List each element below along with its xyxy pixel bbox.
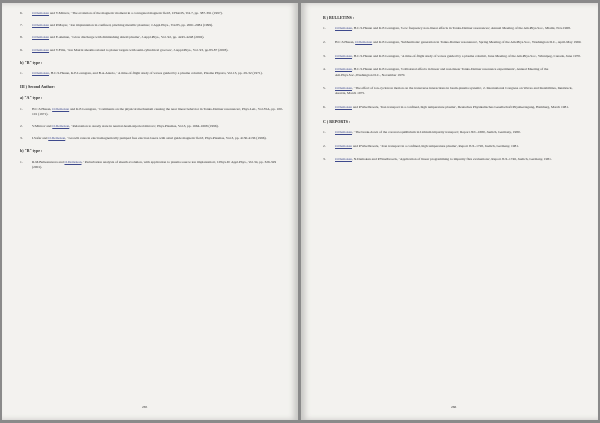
entry-coauthors: V.Mirnov and — [32, 124, 53, 129]
entry-author: O.Demokan — [52, 124, 70, 129]
entry-citation — [335, 40, 584, 45]
publication-entry — [20, 160, 284, 170]
entry-details: and K.E.Lonngren, 'Subharmonic generation in Tonks-Dattner resonances', Spring Meeting of the Am.Phys.Soc., Washington D.C., April-May 1969. — [372, 39, 582, 44]
entry-coauthors: H.C.S.Hsuan, — [32, 106, 53, 111]
publication-entry — [323, 86, 584, 96]
entry-number: 1. — [323, 26, 326, 31]
entry-citation — [32, 23, 284, 28]
entry-number: 7. — [20, 23, 23, 28]
section-title-reports: C ) REPORTS : — [323, 118, 351, 124]
entry-number: 6. — [20, 11, 23, 15]
entry-citation — [335, 67, 584, 77]
entry-number: 1. — [323, 130, 326, 135]
publication-list — [323, 130, 584, 163]
publication-list — [20, 71, 284, 76]
entry-citation — [32, 136, 284, 141]
publication-list — [20, 160, 284, 170]
entry-author: O.Demokan — [48, 136, 66, 141]
entry-citation — [32, 48, 284, 53]
section-title-second-author: III ) Second Author: — [20, 84, 55, 90]
right-page — [301, 3, 598, 420]
entry-citation — [335, 54, 584, 59]
publication-entry — [323, 26, 584, 31]
publication-entry — [20, 23, 284, 28]
publication-entry — [20, 136, 284, 141]
entry-author: O.Demokan — [335, 143, 353, 148]
entry-details: and P.Wuelbroeck, ' Iron transport in a confined, high temperature plasma', Report JUL-1720, Juelich, Germany, 1981. — [352, 143, 519, 148]
entry-author: O.Demokan — [32, 11, 50, 15]
entry-details: , ' The break-down of the coronal equilibrium in Lithium impurity transport', Report JUL-1680, Juelich, Germany, 1980. — [352, 130, 521, 135]
entry-citation — [335, 105, 584, 110]
entry-number: 1. — [20, 71, 23, 76]
entry-citation — [32, 11, 284, 16]
entry-details: and P.Wuelbroeck, 'Iron transport in a confined, high temperature plasma', Deutsches Physikalisches Gesellschaft Physikertagung, Hamburg, March 1981. — [352, 105, 569, 110]
entry-number: 1. — [20, 106, 23, 111]
entry-author: O.Demokan — [335, 130, 353, 135]
entry-author: O.Demokan — [64, 159, 82, 164]
publication-entry — [323, 105, 584, 110]
publication-entry — [20, 48, 284, 53]
section-title-b-type-2: b) "B" type : — [20, 148, 43, 154]
section-title-bulletins: B ) BULLETINS : — [323, 15, 355, 20]
entry-number: 8. — [20, 35, 23, 40]
entry-details: and V.Mirnov, ' The evolution of the magnetic moment in a corrugated magnetic field', CHAOS, Vol.7, pp. 387-391 (1997). — [49, 11, 223, 15]
entry-number: 4. — [323, 67, 326, 72]
entry-number: 5. — [323, 86, 326, 91]
left-page — [2, 3, 298, 420]
publication-entry — [20, 35, 284, 40]
entry-details: and V.Filiz, ' Ion Matrix sheaths related to planar targets with semi-cylindrical grooves', J.Appl.Phys., Vol. 93, pp.83-87 (2003). — [49, 47, 229, 52]
entry-author: O.Demokan — [355, 39, 373, 44]
entry-details: , ' The effect of ion-cyclotron motion on the transverse interactions in beam-plasma systems', 2. International Congress on Waves and Instabilities, Innsbruck, Austria, March 1975. — [335, 86, 573, 96]
entry-citation — [335, 144, 584, 149]
entry-citation — [32, 124, 284, 129]
entry-details: and E.Akman, ' Glow discharge with diminishing shield plasma', J.Appl.Phys., Vol. 92, pp. 4245-4248 (2002). — [49, 35, 205, 40]
publication-entry — [20, 124, 284, 129]
publication-entry — [323, 67, 584, 77]
publication-entry — [20, 11, 284, 16]
entry-citation — [335, 86, 584, 96]
entry-number: 3. — [323, 53, 326, 58]
entry-details: , ' Growth rates in electromagnetically pumped free electron lasers with axial guide magnetic field', Phys.Plasmas, Vol.3, pp. 4130-4136 (1996). — [65, 136, 267, 141]
entry-details: , H.C.S.Hsuan, K.E.Lonngren, and B.A.Aniolo, ' A time-of-flight study of waves guided by a plasma column', Plasma Physics, Vol.13, pp. 29-32 (1971). — [49, 71, 263, 76]
entry-author: O.Demokan — [32, 47, 50, 52]
publication-list — [20, 11, 284, 53]
entry-author: O.Demokan — [32, 23, 50, 28]
entry-number: 1. — [20, 159, 23, 164]
entry-citation — [335, 130, 584, 135]
entry-author: O.Demokan — [52, 106, 70, 111]
publication-entry — [323, 130, 584, 135]
entry-details: , H.C.S.Hsuan and K.E.Lonngren, 'Low frequency non-linear effects in Tonks-Dattner resonances', Annual Meeting of the Am.Phys.Soc., Miami, Nov.1968. — [352, 26, 571, 31]
entry-number: 3. — [20, 136, 23, 141]
publication-entry — [20, 107, 284, 117]
entry-number: 2. — [323, 143, 326, 148]
entry-author: O.Demokan — [335, 157, 353, 162]
entry-citation — [32, 160, 284, 170]
entry-number: 9. — [20, 47, 23, 52]
entry-details: , ' Perturbation analysis of sheath evolution, with application to plasma source ion implantation', J.Phys.D: Appl.Phys., Vol.34, pp. 326-329 (2001). — [32, 159, 277, 169]
entry-citation — [335, 157, 584, 162]
entry-details: , H.C.S.Hsuan and K.E.Lonngren, ' A time-of-flight study of waves guided by a plasma column', June Meeting of the Am.Phys.Soc., Winnipeg, Canada, June 1970. — [352, 53, 581, 58]
entry-citation — [32, 107, 284, 117]
entry-details: , ' Relaxation to steady state in neutral-beam-injected mirrors', Phys.Plasmas, Vol.3, pp. 1664-1668 (1996). — [69, 124, 219, 129]
entry-citation — [32, 71, 284, 76]
section-title-a-type: a) "A" type : — [20, 95, 43, 101]
page-number: 266 — [451, 404, 457, 409]
entry-details: and K.E.Lonngren, ' Comments on the physical mechanism causing the near linear behavior in Tonks-Dattner resonances', Phys.Lett., Vol.35A, pp. 100-101 (1971). — [32, 106, 284, 116]
entry-author: O.Demokan — [335, 26, 353, 31]
publication-list — [20, 107, 284, 142]
entry-details: , N.Demokan and P.Wuelbroeck, ' Application of linear programming to impurity flux evaluations', Report JUL-1746, Juelich, Germany, 1981. — [352, 157, 552, 162]
entry-number: 2. — [323, 39, 326, 44]
entry-citation — [335, 26, 584, 31]
publication-entry — [323, 54, 584, 59]
entry-author: O.Demokan — [335, 86, 353, 91]
entry-number: 6. — [323, 105, 326, 110]
publication-entry — [323, 157, 584, 162]
publication-entry — [20, 71, 284, 76]
publication-entry — [323, 144, 584, 149]
entry-author: O.Demokan — [335, 53, 353, 58]
entry-author: O.Demokan — [32, 35, 50, 40]
entry-coauthors: H.C.S.Hsuan, — [335, 39, 356, 44]
entry-details: , H.C.S.Hsuan and K.E.Lonngren, 'Collisional effects in linear and non-linear Tonks-Dattner resonance experiments', Annual Meeting of the Am.Phys.Soc.,Washington D.C., November 1970. — [335, 67, 549, 77]
publication-list — [323, 26, 584, 110]
entry-coauthors: R.M.Balteanuvera and — [32, 159, 65, 164]
entry-number: 2. — [20, 124, 23, 129]
page-number: 265 — [142, 404, 148, 409]
entry-author: O.Demokan — [335, 67, 353, 72]
entry-author: O.Demokan — [32, 71, 50, 76]
entry-details: and P.Mayer, ' Ion implantation in confined, pinching metallic plasmas', J.Appl.Phys., Vol.85, pp. 2061-2084 (1999). — [49, 23, 214, 28]
entry-coauthors: I.Safar and — [32, 136, 49, 141]
publication-entry — [323, 40, 584, 45]
entry-citation — [32, 35, 284, 40]
section-title-b-type: b) "B" type : — [20, 59, 43, 65]
entry-number: 3. — [323, 157, 326, 162]
entry-author: O.Demokan — [335, 105, 353, 110]
